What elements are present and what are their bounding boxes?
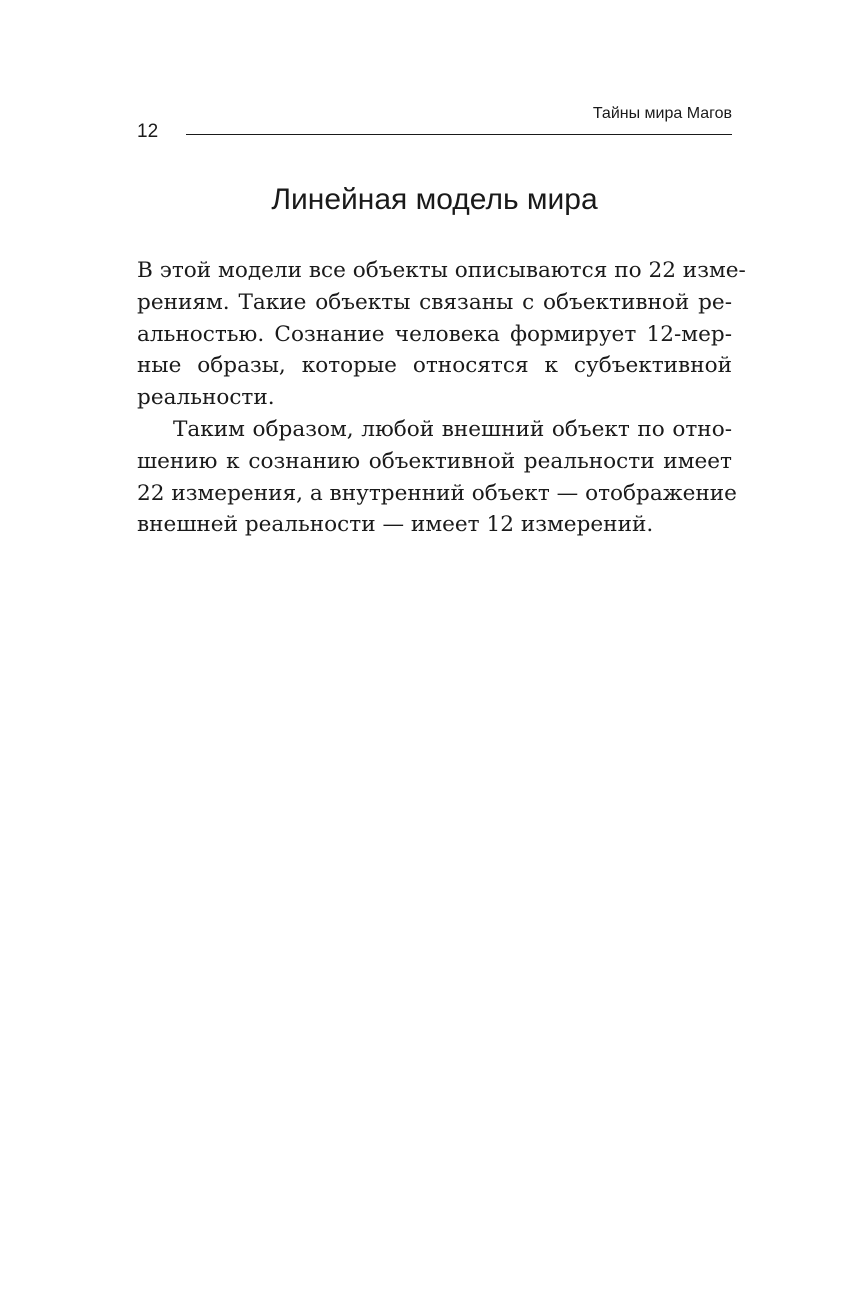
text-line: ные образы, которые относятся к субъективной bbox=[137, 353, 732, 379]
text-line: Таким образом, любой внешний объект по отно- bbox=[173, 416, 732, 442]
text-line: шению к сознанию объективной реальности имеет bbox=[137, 448, 732, 474]
text-line: В этой модели все объекты описываются по 22 изме- bbox=[137, 258, 746, 283]
chapter-title: Линейная модель мира bbox=[271, 183, 598, 216]
body-text bbox=[137, 255, 746, 541]
text-line: рениям. Такие объекты связаны с объективной ре- bbox=[137, 289, 732, 315]
text-line: реальности. bbox=[137, 385, 275, 411]
text-line: 22 измерения, а внутренний объект — отображение bbox=[137, 480, 737, 506]
running-head: Тайны мира Магов bbox=[592, 105, 732, 122]
page-number: 12 bbox=[137, 121, 159, 142]
paragraph-2 bbox=[137, 414, 737, 541]
text-line: альностью. Сознание человека формирует 12-мер- bbox=[137, 321, 732, 347]
header-rule bbox=[186, 134, 732, 135]
text-line: внешней реальности — имеет 12 измерений. bbox=[137, 512, 654, 538]
paragraph-1 bbox=[137, 255, 746, 414]
